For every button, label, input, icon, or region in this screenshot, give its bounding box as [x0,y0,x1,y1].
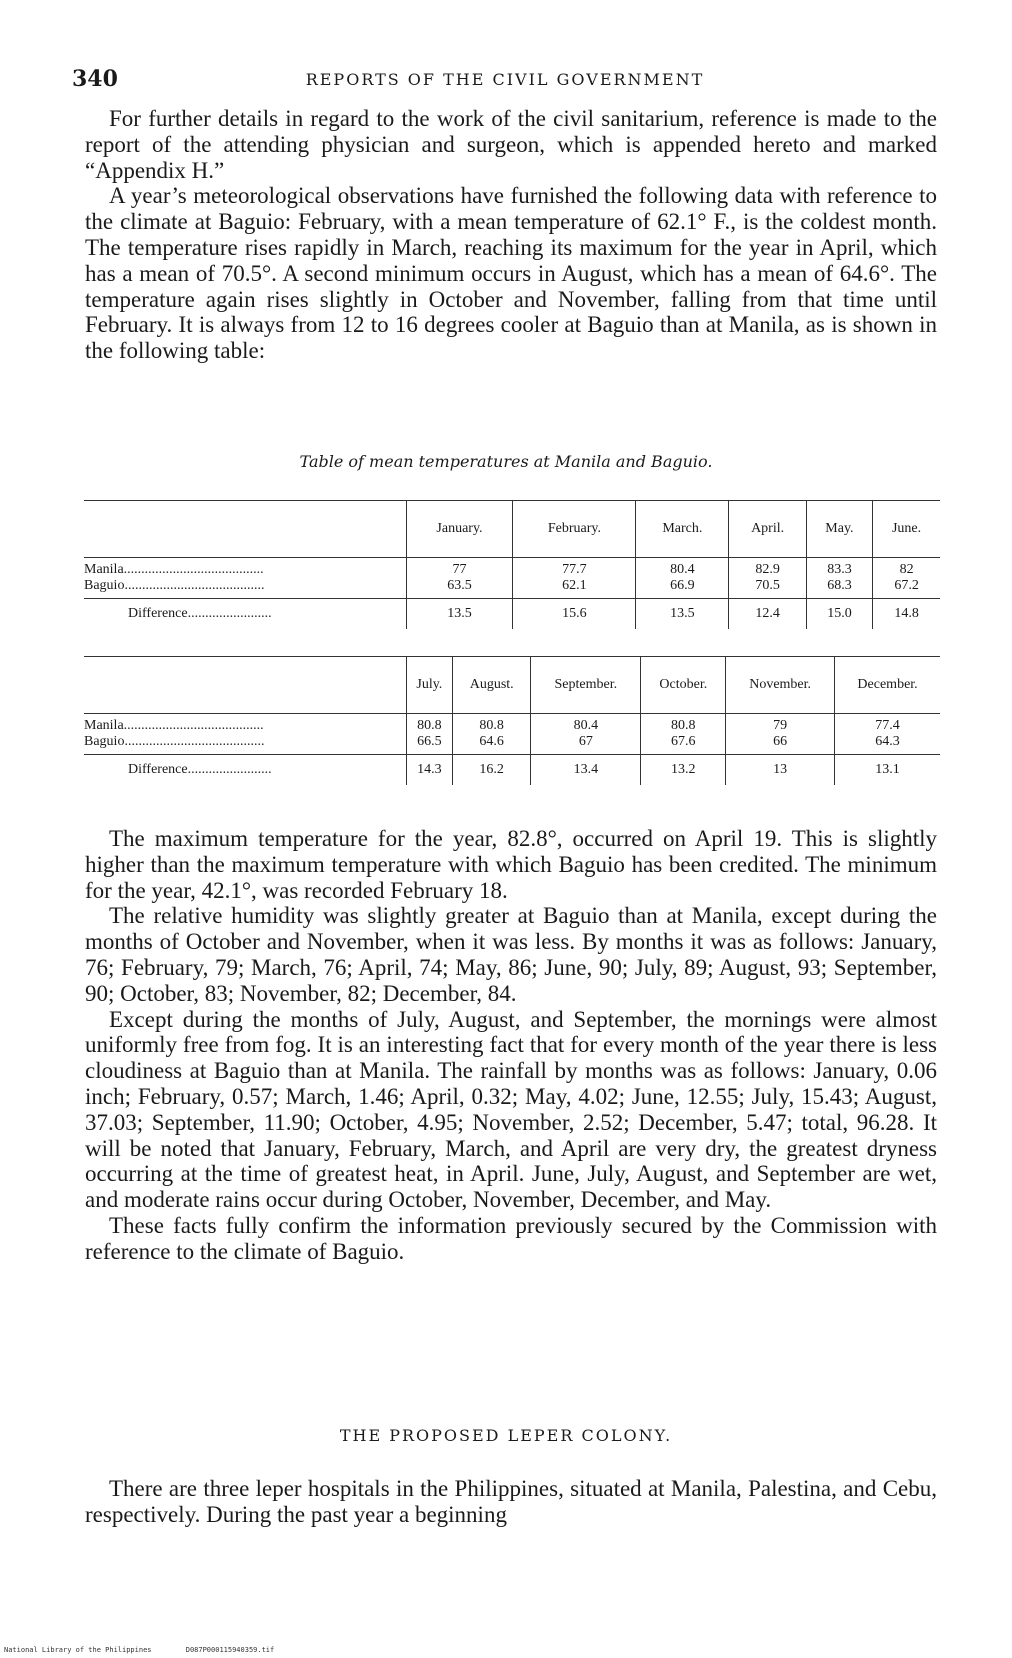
row-label-manila: Manila [84,562,124,577]
month-header: January. [406,501,513,558]
section-title: THE PROPOSED LEPER COLONY. [339,1426,673,1445]
difference-cell: 14.3 [406,755,453,786]
paragraph-humidity: The relative humidity was slightly greater at Baguio than at Manila, except during the months of October and November, when it was less. By months it was as follows: January, 76; February, 79; March, 76; April, 74; May, 86; June, 90; July, 89; August, 93; September, 90; October, 83; November, 82; December, 84. [85,903,937,1006]
table-cell: 79 66 [726,714,835,755]
table-cell: 82.9 70.5 [729,558,806,599]
difference-cell: 13.4 [531,755,641,786]
table-cell: 82 67.2 [873,558,940,599]
stub-header [84,501,406,558]
paragraph-leper-hospitals: There are three leper hospitals in the Philippines, situated at Manila, Palestina, and Cebu, respectively. During the past year a beginning [85,1476,937,1527]
table-header-row [84,501,940,558]
paragraph-rainfall: Except during the months of July, August, and September, the mornings were almost uniformly free from fog. It is an interesting fact that for every month of the year there is less cloudiness at Baguio than at Manila. The rainfall by months was as follows: January, 0.06 inch; February, 0.57; March, 1.46; April, 0.32; May, 4.02; June, 12.55; July, 15.43; August, 37.03; September, 11.90; October, 4.95; November, 2.52; December, 5.47; total, 96.28. It will be noted that January, February, March, and April are very dry, the greatest dryness occurring at the time of greatest heat, in April. June, July, August, and September are wet, and moderate rains occur during October, November, December, and May. [85,1006,937,1213]
file-id: D087P000115940359.tif [185,1646,275,1654]
table-cell: 77.7 62.1 [513,558,636,599]
row-label-difference: Difference........................ [128,606,272,621]
table-cell: 77.4 64.3 [835,714,940,755]
temperature-table-jul-dec [84,656,940,785]
table-cell: 83.3 68.3 [806,558,872,599]
library-credit: National Library of the Philippines [4,1646,152,1654]
row-label-difference: Difference........................ [128,762,272,777]
difference-cell: 13 [726,755,835,786]
row-label-manila: Manila [84,718,124,733]
table-cell: 80.8 64.6 [453,714,531,755]
page-number: 340 [72,66,118,92]
table-cell: 77 63.5 [406,558,513,599]
leper-colony-text [85,1476,937,1528]
row-labels: Manila........................................ Baguio........................................ [84,714,406,755]
stub-header [84,657,406,714]
running-head: REPORTS OF THE CIVIL GOVERNMENT [305,70,705,89]
month-header: November. [726,657,835,714]
difference-cell: 12.4 [729,599,806,630]
table-cell: 80.8 66.5 [406,714,453,755]
paragraph-conclusion: These facts fully confirm the information previously secured by the Commission with reference to the climate of Baguio. [85,1212,937,1264]
difference-row [84,755,940,786]
table-cell: 80.8 67.6 [641,714,726,755]
table-header-row [84,657,940,714]
temperature-table-jan-jun [84,500,940,629]
climate-details-text [85,826,937,1265]
row-labels: Manila........................................ Baguio........................................ [84,558,406,599]
month-header: March. [636,501,729,558]
table-cell: 80.4 66.9 [636,558,729,599]
page-header [72,66,938,90]
scan-footer [4,1646,304,1654]
difference-cell: 13.5 [406,599,513,630]
month-header: February. [513,501,636,558]
difference-cell: 15.6 [513,599,636,630]
month-header: August. [453,657,531,714]
difference-cell: 15.0 [806,599,872,630]
table-caption: Table of mean temperatures at Manila and Baguio. [299,452,713,471]
row-label-baguio: Baguio [84,578,125,593]
difference-cell: 13.2 [641,755,726,786]
paragraph-sanitarium: For further details in regard to the work of the civil sanitarium, reference is made to the report of the attending physician and surgeon, which is appended hereto and marked “Appendix H.” [85,106,937,183]
table-row [84,558,940,599]
month-header: June. [873,501,940,558]
month-header: September. [531,657,641,714]
month-header: April. [729,501,806,558]
table-cell: 80.4 67 [531,714,641,755]
row-label-baguio: Baguio [84,734,125,749]
month-header: July. [406,657,453,714]
difference-cell: 14.8 [873,599,940,630]
paragraph-max-temperature: The maximum temperature for the year, 82.8°, occurred on April 19. This is slightly higher than the maximum temperature with which Baguio has been credited. The minimum for the year, 42.1°, was recorded February 18. [85,826,937,903]
difference-cell: 13.1 [835,755,940,786]
month-header: May. [806,501,872,558]
month-header: October. [641,657,726,714]
intro-text [85,106,937,364]
difference-row [84,599,940,630]
table-row [84,714,940,755]
month-header: December. [835,657,940,714]
difference-cell: 13.5 [636,599,729,630]
difference-cell: 16.2 [453,755,531,786]
paragraph-climate: A year’s meteorological observations have furnished the following data with reference to the climate at Baguio: February, with a mean temperature of 62.1° F., is the coldest month. The temperature rises rapidly in March, reaching its maximum for the year in April, which has a mean of 70.5°. A second minimum occurs in August, which has a mean of 64.6°. The temperature again rises slightly in October and November, falling from that time until February. It is always from 12 to 16 degrees cooler at Baguio than at Manila, as is shown in the following table: [85,183,937,364]
